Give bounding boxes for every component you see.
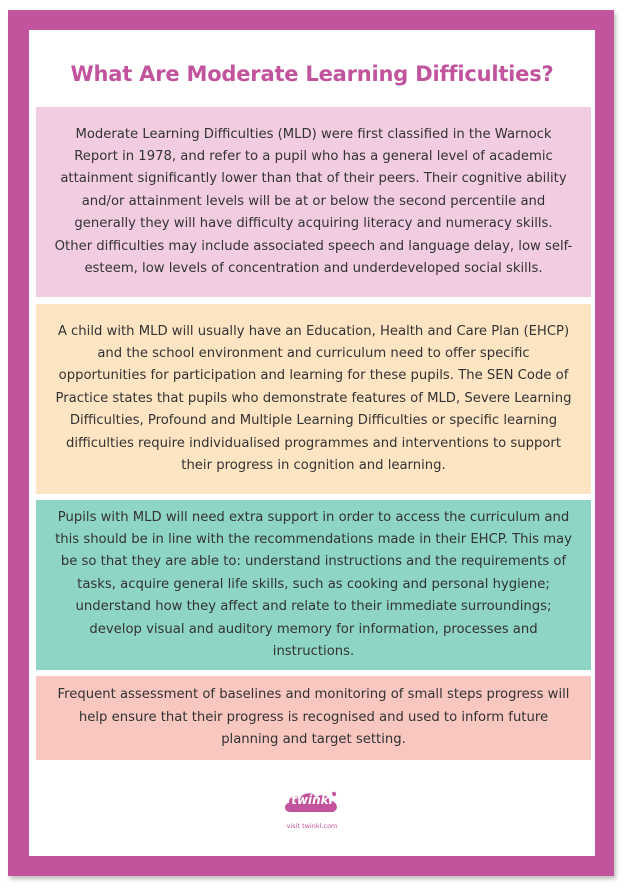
page-title: What Are Moderate Learning Difficulties? (70, 62, 554, 86)
paragraph-text-1: Moderate Learning Difficulties (MLD) were first classified in the Warnock Report in 1978, and refer to a pupil who has a general level of academic attainment significantly lower than that of their peers. Their cognitive ability and/or attainment levels will be at or below the second percentile and generally they will have difficulty acquiring literacy and numeracy skills. Other difficulties may include associated speech and language delay, low self-esteem, low levels of concentration and underdeveloped social skills. (54, 126, 573, 277)
paragraph-panel-4 (36, 676, 591, 760)
page-frame (8, 10, 614, 876)
paragraph-text-4: Frequent assessment of baselines and monitoring of small steps progress will help ensure that their progress is recognised and used to inform future planning and target setting. (57, 687, 570, 748)
page-content (29, 30, 595, 856)
paragraph-text-3: Pupils with MLD will need extra support in order to access the curriculum and this should be in line with the recommendations made in their EHCP. This may be so that they are able to: understand instructions and the requirements of tasks, acquire general life skills, such as cooking and personal hygiene; understand how they affect and relate to their immediate surroundings; develop visual and auditory memory for information, processes and instructions. (55, 509, 572, 660)
paragraph-panel-1 (36, 107, 591, 297)
twinkl-logo[interactable] (282, 788, 342, 818)
paragraph-panel-2 (36, 304, 591, 494)
visit-link[interactable]: visit twinkl.com (286, 822, 338, 830)
paragraph-text-2: A child with MLD will usually have an Education, Health and Care Plan (EHCP) and the school environment and curriculum need to offer specific opportunities for participation and learning for these pupils. The SEN Code of Practice states that pupils who demonstrate features of MLD, Severe Learning Difficulties, Profound and Multiple Learning Difficulties or specific learning difficulties require individualised programmes and interventions to support their progress in cognition and learning. (55, 323, 572, 474)
logo-text: twinkl (291, 793, 333, 807)
footer-logo-area (29, 788, 595, 822)
paragraph-panel-3 (36, 500, 591, 670)
